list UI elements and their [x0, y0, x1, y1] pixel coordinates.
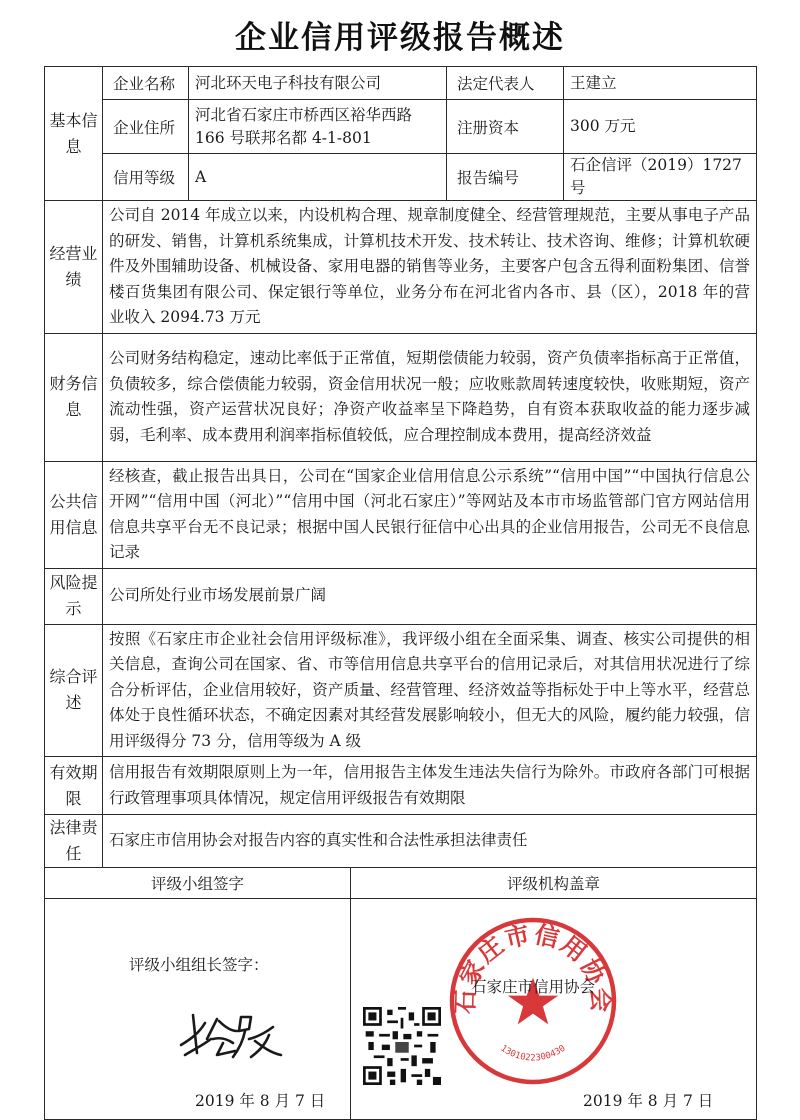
- report-no-key: 报告编号: [447, 154, 564, 201]
- row-risk: [45, 568, 757, 624]
- address-key: 企业住所: [103, 100, 189, 154]
- row-validity: [45, 757, 757, 815]
- seal-org-name: 石家庄市信用协会: [471, 978, 596, 996]
- public-credit-text: 经核查，截止报告出具日，公司在“国家企业信用信息公示系统”“信用中国”“中国执行信息公开网”“信用中国（河北）”“信用中国（河北石家庄）”等网站及本市市场监管部门官方网站信用信息共享平台无不良记录；根据中国人民银行征信中心出具的企业信用报告，公司无不良信息记录: [103, 461, 757, 568]
- qr-code-icon: [363, 1007, 441, 1085]
- seal-header: 评级机构盖章: [351, 868, 757, 899]
- row-signatures: [45, 899, 757, 1120]
- capital-key: 注册资本: [447, 100, 564, 154]
- row-summary: [45, 624, 757, 757]
- legal-rep-value: 王建立: [564, 67, 757, 100]
- row-sign-headers: [45, 868, 757, 899]
- signature-header: 评级小组签字: [45, 868, 351, 899]
- address-value: [189, 100, 447, 154]
- summary-text: 按照《石家庄市企业社会信用评级标准》，我评级小组在全面采集、调查、核实公司提供的相关信息，查询公司在国家、省、市等信用信息共享平台的信用记录后，对其信用状况进行了综合分析评估，企业信用较好，资产质量、经营管理、经济效益等指标处于中上等水平，经营总体处于良性循环状态，不确定因素对其经营发展影响较小，但无大的风险，履约能力较强，信用评级得分 73 分，信用等级为 A 级: [103, 624, 757, 757]
- summary-label: 综合评述: [45, 624, 103, 757]
- signature-cell: [45, 899, 351, 1120]
- official-seal: [443, 911, 623, 1091]
- row-business: [45, 201, 757, 334]
- seal-code: 1301022300430: [498, 1043, 568, 1064]
- leader-signature-label: 评级小组组长签字：: [129, 956, 269, 974]
- signature-date: 2019 年 8 月 7 日: [195, 1092, 326, 1110]
- report-title: 企业信用评级报告概述: [235, 20, 565, 56]
- company-name-key: 企业名称: [103, 67, 189, 100]
- risk-label: 风险提示: [45, 568, 103, 624]
- grade-key: 信用等级: [103, 154, 189, 201]
- finance-label: 财务信息: [45, 333, 103, 461]
- row-company-name: [45, 67, 757, 100]
- row-legal: [45, 815, 757, 868]
- business-label: 经营业绩: [45, 201, 103, 334]
- seal-cell: [351, 899, 757, 1120]
- basic-info-label: 基本信息: [45, 67, 103, 201]
- legal-text: 石家庄市信用协会对报告内容的真实性和合法性承担法律责任: [103, 815, 757, 868]
- validity-text: 信用报告有效期限原则上为一年，信用报告主体发生违法失信行为除外。市政府各部门可根据行政管理事项具体情况，规定信用评级报告有效期限: [103, 757, 757, 815]
- handwritten-signature: [177, 1009, 287, 1061]
- row-finance: [45, 333, 757, 461]
- row-public-credit: [45, 461, 757, 568]
- address-line-1: 河北省石家庄市桥西区裕华西路: [195, 105, 413, 124]
- legal-label: 法律责任: [45, 815, 103, 868]
- row-address: [45, 100, 757, 154]
- grade-value: A: [189, 154, 447, 201]
- validity-label: 有效期限: [45, 757, 103, 815]
- address-line-2: 166 号联邦名都 4-1-801: [195, 128, 372, 147]
- seal-date: 2019 年 8 月 7 日: [583, 1092, 714, 1110]
- business-text: 公司自 2014 年成立以来，内设机构合理、规章制度健全、经营管理规范，主要从事电子产品的研发、销售，计算机系统集成，计算机技术开发、技术转让、技术咨询、维修；计算机软硬件及外围辅助设备、机械设备、家用电器的销售等业务，主要客户包含五得利面粉集团、信誉楼百货集团有限公司、保定银行等单位，业务分布在河北省内各市、县（区），2018 年的营业收入 2094.73 万元: [103, 201, 757, 334]
- risk-text: 公司所处行业市场发展前景广阔: [103, 568, 757, 624]
- seal-ring-text: 石家庄市信用协会: [450, 919, 616, 1015]
- public-credit-label: 公共信用信息: [45, 461, 103, 568]
- report-table: [44, 66, 757, 1120]
- legal-rep-key: 法定代表人: [447, 67, 564, 100]
- report-no-value: 石企信评（2019）1727 号: [564, 154, 757, 201]
- finance-text: 公司财务结构稳定，速动比率低于正常值，短期偿债能力较弱，资产负债率指标高于正常值，负债较多，综合偿债能力较弱，资金信用状况一般；应收账款周转速度较快，收账期短，资产流动性强，资产运营状况良好；净资产收益率呈下降趋势，自有资本获取收益的能力逐步减弱，毛利率、成本费用利润率指标值较低，应合理控制成本费用，提高经济效益: [103, 333, 757, 461]
- company-name-value: 河北环天电子科技有限公司: [189, 67, 447, 100]
- row-grade: [45, 154, 757, 201]
- capital-value: 300 万元: [564, 100, 757, 154]
